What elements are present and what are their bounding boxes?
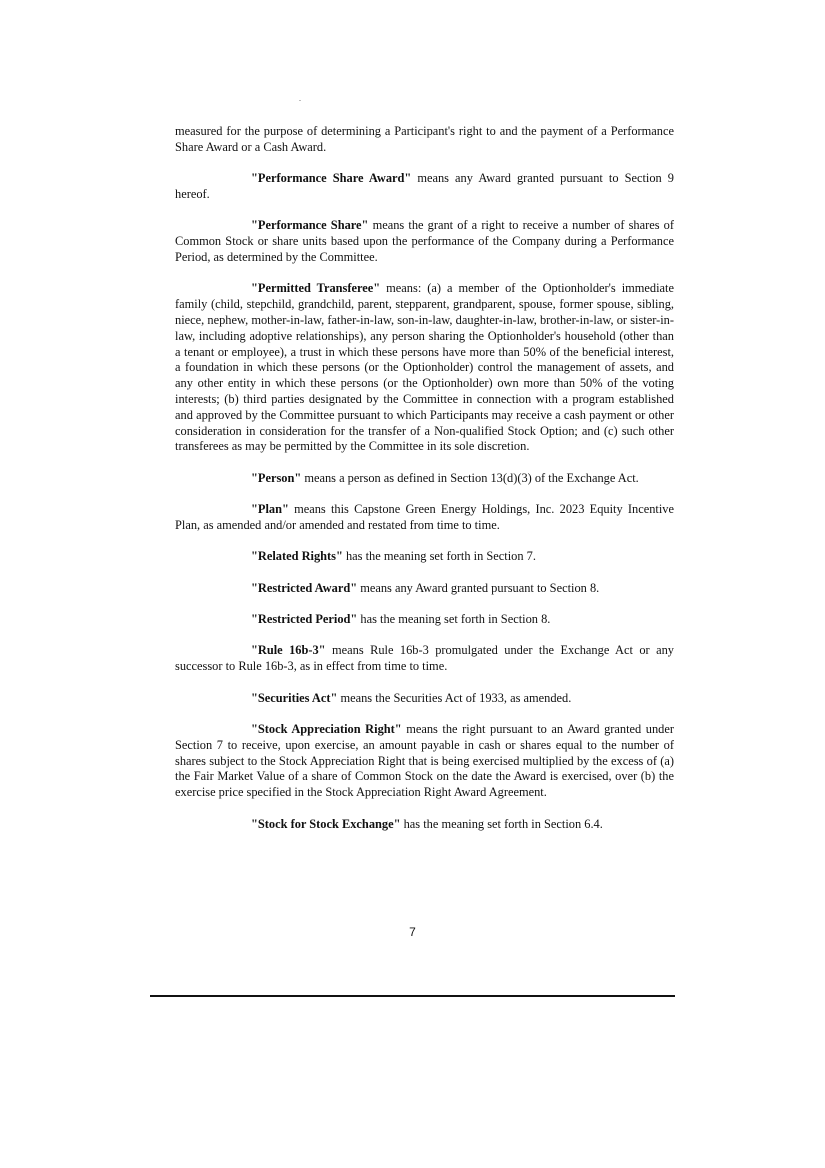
definition-term: "Performance Share Award"	[251, 171, 412, 186]
definition-paragraph	[175, 722, 674, 801]
definition-term: "Stock Appreciation Right"	[251, 722, 402, 737]
definition-text: means the grant of a right to receive a number of shares of Common Stock or share units based upon the performance of the Company during a Performance Period, as determined by the Committee.	[175, 218, 675, 264]
top-mark: .	[299, 94, 301, 103]
definition-text: has the meaning set forth in Section 6.4.	[400, 816, 603, 831]
definition-term: "Permitted Transferee"	[251, 281, 381, 296]
definition-term: "Rule 16b-3"	[251, 643, 326, 658]
definition-text: means the Securities Act of 1933, as amended.	[337, 690, 572, 705]
definition-paragraph	[175, 817, 674, 833]
definition-paragraph	[175, 581, 674, 597]
definition-paragraph	[175, 643, 674, 675]
definition-text: means a person as defined in Section 13(d)(3) of the Exchange Act.	[301, 470, 639, 485]
definition-text: has the meaning set forth in Section 7.	[342, 549, 536, 564]
definition-term: "Stock for Stock Exchange"	[251, 816, 401, 831]
definition-text: means Rule 16b-3 promulgated under the Exchange Act or any successor to Rule 16b-3, as in effect from time to time.	[175, 643, 674, 674]
page-footer-rule	[150, 995, 675, 997]
page-number: 7	[409, 925, 416, 939]
definition-paragraph	[175, 171, 674, 203]
definition-term: "Securities Act"	[251, 690, 338, 705]
definition-paragraph	[175, 218, 674, 265]
definition-text: means: (a) a member of the Optionholder's immediate family (child, stepchild, grandchild, parent, stepparent, grandparent, spouse, former spouse, sibling, niece, nephew, mother-in-law, father-in-law, son-in-law, daughter-in-law, brother-in-law, or sister-in-law, including adoptive relationships), any person sharing the Optionholder's household (other than a tenant or employee), a trust in which these persons have more than 50% of the beneficial interest, a foundation in which these persons (or the Optionholder) control the management of assets, and any other entity in which these persons (or the Optionholder) own more than 50% of the voting interests; (b) third parties designated by the Committee in connection with a program established and approved by the Committee pursuant to which Participants may receive a cash payment or other consideration in consideration for the transfer of a Non-qualified Stock Option; and (c) such other transferees as may be permitted by the Committee in its sole discretion.	[175, 281, 674, 454]
definition-paragraph	[175, 549, 674, 565]
definition-term: "Person"	[251, 470, 302, 485]
intro-paragraph: measured for the purpose of determining a Participant's right to and the payment of a Performance Share Award or a Cash Award.	[175, 124, 674, 154]
definition-paragraph	[175, 471, 674, 487]
definition-term: "Restricted Period"	[251, 612, 358, 627]
definition-term: "Related Rights"	[251, 549, 343, 564]
definition-text: means any Award granted pursuant to Section 9 hereof.	[175, 171, 674, 201]
page-body	[175, 124, 674, 848]
definition-text: means any Award granted pursuant to Section 8.	[357, 580, 600, 595]
definition-term: "Performance Share"	[251, 218, 369, 233]
definition-term: "Plan"	[251, 502, 289, 517]
definition-paragraph	[175, 502, 674, 534]
definition-paragraph	[175, 691, 674, 707]
definition-text: means the right pursuant to an Award granted under Section 7 to receive, upon exercise, an amount payable in cash or shares equal to the number of shares subject to the Stock Appreciation Right that is being exercised multiplied by the excess of (a) the Fair Market Value of a share of Common Stock on the date the Award is exercised, over (b) the exercise price specified in the Stock Appreciation Right Award Agreement.	[175, 722, 674, 800]
definition-paragraph	[175, 281, 674, 455]
definition-paragraph	[175, 612, 674, 628]
definition-term: "Restricted Award"	[251, 580, 358, 595]
definition-text: means this Capstone Green Energy Holdings, Inc. 2023 Equity Incentive Plan, as amended and/or amended and restated from time to time.	[175, 502, 674, 532]
definition-text: has the meaning set forth in Section 8.	[357, 612, 551, 627]
